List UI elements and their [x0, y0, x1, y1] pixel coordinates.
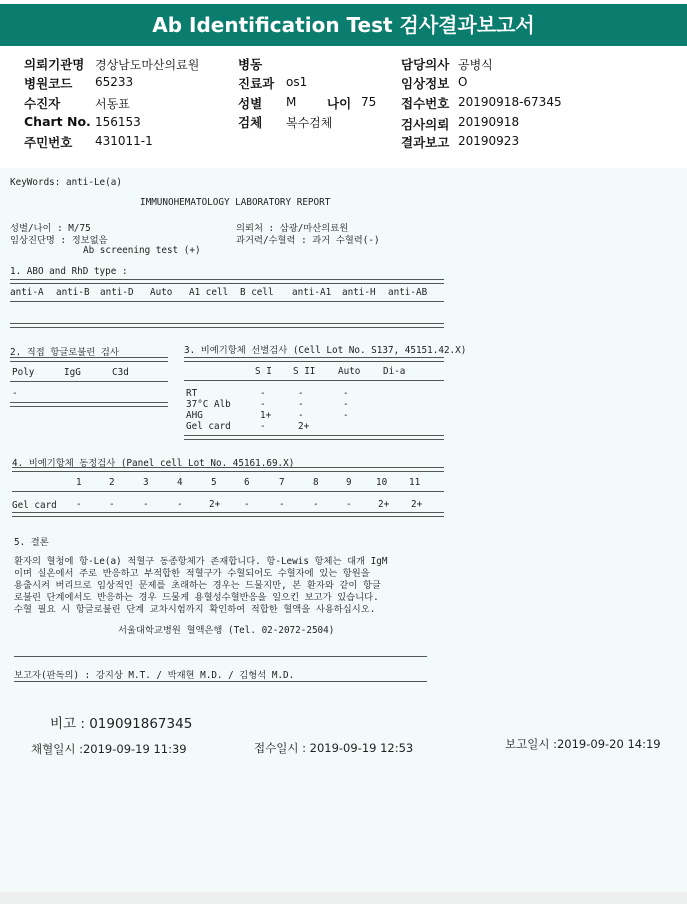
reported-time: 보고일시 :2019-09-20 14:19 [505, 737, 661, 751]
value-result-report: 20190923 [458, 134, 520, 148]
s4-col: 7 [279, 477, 285, 488]
s2-col: Poly [12, 367, 35, 378]
label-patient: 수진자 [24, 96, 61, 111]
value-age: 75 [361, 95, 377, 109]
label-sex: 성별 [238, 96, 263, 111]
s1-col: A1 cell [189, 287, 229, 298]
s4-cell: - [313, 499, 319, 510]
s4-col: 8 [313, 477, 319, 488]
s3-row-label: RT [186, 388, 198, 399]
s1-col: anti-AB [388, 287, 428, 298]
s3-col: Auto [338, 366, 361, 377]
conclusion-line: 이며 실온에서 주로 반응하고 부적합한 적혈구가 수혈되어도 수혈자에 있는 항원을 [14, 568, 370, 579]
value-sex: M [286, 95, 297, 109]
section2-title: 2. 직접 항글로불린 검사 [10, 347, 119, 358]
s2-col: C3d [112, 367, 129, 378]
conclusion-line: 로불린 단계에서도 반응하는 경우 드물게 용혈성수혈반응을 일으킨 보고가 있습니다. [14, 592, 379, 603]
screening-result: Ab screening test (+) [83, 245, 201, 256]
value-chart-no: 156153 [95, 115, 141, 129]
s4-col: 3 [143, 477, 149, 488]
section5-title: 5. 결론 [14, 537, 49, 548]
s4-cell: - [244, 499, 250, 510]
s3-col: Di-a [383, 366, 406, 377]
received-time: 접수일시 : 2019-09-19 12:53 [254, 741, 414, 755]
label-chart-no: Chart No. [24, 114, 91, 129]
s4-cell: 2+ [411, 499, 423, 510]
report-title: Ab Identification Test 검사결과보고서 [0, 4, 687, 46]
s3-col: S II [293, 366, 316, 377]
blood-bank: 서울대학교병원 혈액은행 (Tel. 02-2072-2504) [118, 625, 335, 636]
label-ward: 병동 [238, 57, 263, 72]
section1-title: 1. ABO and RhD type : [10, 266, 128, 277]
note: 비고 : 019091867345 [50, 716, 193, 732]
s3-cell: - [343, 399, 349, 410]
label-requesting-institution: 의뢰기관명 [24, 57, 85, 72]
conclusion-line: 수혈 필요 시 항글로불린 단계 교차시험까지 확인하여 적합한 혈액을 사용하십시오. [14, 604, 376, 615]
s1-col: anti-B [56, 287, 90, 298]
value-reception-number: 20190918-67345 [458, 95, 562, 109]
label-specimen: 검체 [238, 115, 263, 130]
bottom-strip [0, 892, 687, 904]
s2-value: - [12, 388, 18, 399]
s4-col: 9 [346, 477, 352, 488]
s4-col: 4 [177, 477, 183, 488]
s4-cell: - [76, 499, 82, 510]
s3-row-label: AHG [186, 410, 203, 421]
label-resident-number: 주민번호 [24, 135, 73, 150]
s4-cell: - [143, 499, 149, 510]
conclusion-line: 환자의 혈청에 항-Le(a) 적혈구 동종항체가 존재합니다. 항-Lewis 항체는 대개 IgM [14, 556, 388, 567]
label-attending-doctor: 담당의사 [401, 57, 450, 72]
label-test-request: 검사의뢰 [401, 117, 450, 132]
reporters: 보고자(판독의) : 강지상 M.T. / 박재현 M.D. / 김형석 M.D. [14, 670, 295, 681]
conclusion-line: 용출시켜 버리므로 임상적인 문제를 초래하는 경우는 드물지만, 본 환자와 같이 항글 [14, 580, 381, 591]
s1-col: anti-D [100, 287, 134, 298]
value-patient: 서동표 [95, 97, 130, 111]
s3-cell: - [260, 388, 266, 399]
s3-row-label: 37°C Alb [186, 399, 231, 410]
s3-cell: - [343, 388, 349, 399]
lab-report-title: IMMUNOHEMATOLOGY LABORATORY REPORT [140, 197, 331, 208]
diagnosis: 임상진단명 : 정보없음 [10, 235, 108, 246]
s1-col: Auto [150, 287, 173, 298]
s3-cell: - [298, 410, 304, 421]
section3-title: 3. 비예기항체 선별검사 (Cell Lot No. S137, 45151.42.X) [184, 345, 467, 356]
s3-cell: - [260, 399, 266, 410]
s4-cell: - [346, 499, 352, 510]
value-requesting-institution: 경상남도마산의료원 [95, 58, 200, 72]
value-department: os1 [286, 75, 308, 89]
value-resident-number: 431011-1 [95, 134, 153, 148]
keywords: KeyWords: anti-Le(a) [10, 177, 122, 188]
s3-cell: - [260, 421, 266, 432]
s4-col: 5 [211, 477, 217, 488]
value-test-request: 20190918 [458, 115, 520, 129]
s4-col: 2 [109, 477, 115, 488]
label-department: 진료과 [238, 76, 275, 91]
s1-col: anti-A1 [292, 287, 332, 298]
s4-cell: 2+ [378, 499, 390, 510]
label-result-report: 결과보고 [401, 135, 450, 150]
s4-cell: - [109, 499, 115, 510]
label-hospital-code: 병원코드 [24, 76, 73, 91]
s1-col: anti-A [10, 287, 44, 298]
s3-row-label: Gel card [186, 421, 231, 432]
value-specimen: 복수검체 [286, 116, 333, 130]
s1-col: B cell [240, 287, 274, 298]
value-clinical-info: O [458, 75, 468, 89]
transfusion-history: 과거력/수혈력 : 과거 수혈력(-) [236, 235, 380, 246]
s4-col: 10 [376, 477, 388, 488]
s1-col: anti-H [342, 287, 376, 298]
s3-cell: 1+ [260, 410, 272, 421]
value-attending-doctor: 공병식 [458, 58, 493, 72]
s3-cell: - [343, 410, 349, 421]
s4-cell: - [177, 499, 183, 510]
s3-cell: - [298, 388, 304, 399]
s4-row-label: Gel card [12, 500, 57, 511]
sex-age: 성별/나이 : M/75 [10, 223, 91, 234]
s4-col: 1 [76, 477, 82, 488]
s4-col: 6 [244, 477, 250, 488]
s3-cell: - [298, 399, 304, 410]
s3-cell: 2+ [298, 421, 310, 432]
s4-col: 11 [409, 477, 421, 488]
s4-cell: - [279, 499, 285, 510]
section4-title: 4. 비예기항체 동정검사 (Panel cell Lot No. 45161.69.X) [12, 458, 295, 469]
value-hospital-code: 65233 [95, 75, 134, 89]
s3-col: S I [255, 366, 272, 377]
requester: 의뢰처 : 삼광/마산의료원 [236, 223, 349, 234]
label-age: 나이 [327, 96, 352, 111]
label-reception-number: 접수번호 [401, 96, 450, 111]
s2-col: IgG [64, 367, 81, 378]
collected-time: 채혈일시 :2019-09-19 11:39 [31, 742, 187, 756]
label-clinical-info: 임상정보 [401, 76, 450, 91]
s4-cell: 2+ [209, 499, 221, 510]
